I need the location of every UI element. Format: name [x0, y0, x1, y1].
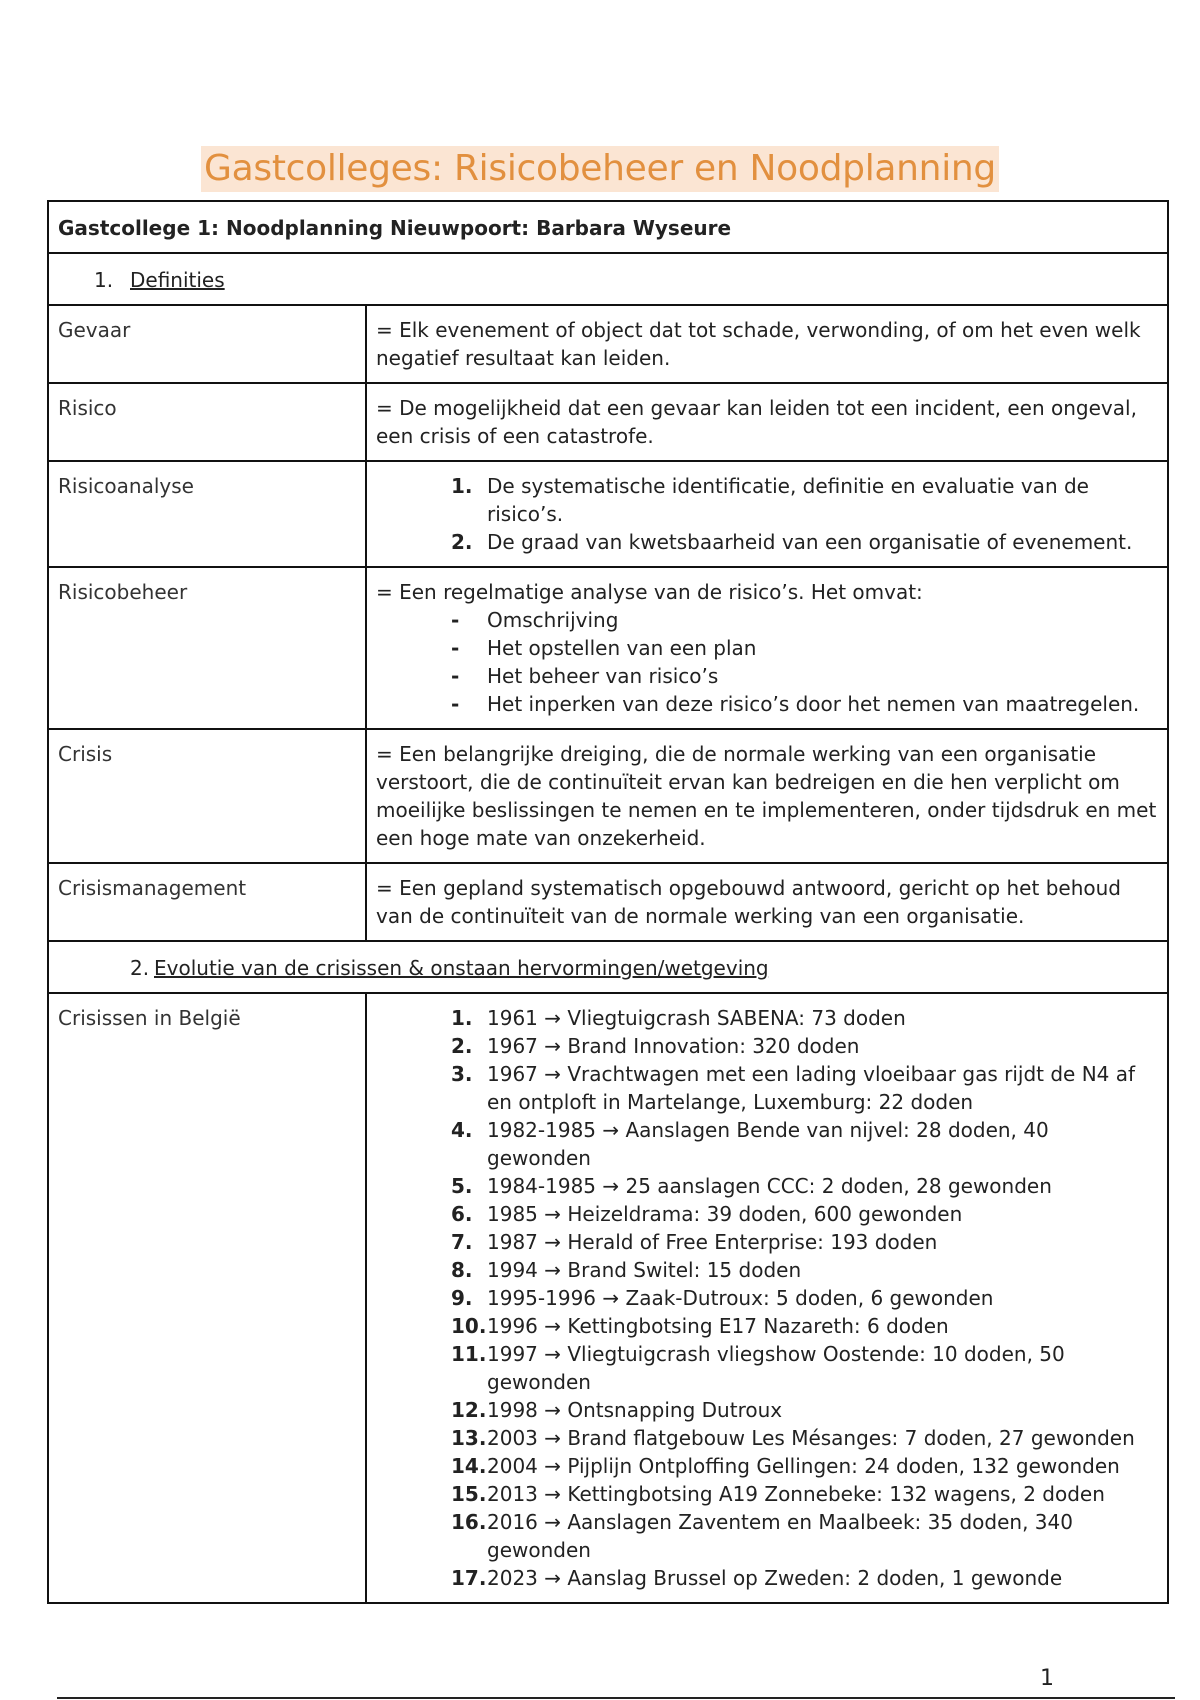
definition-term: Crisis: [48, 729, 366, 863]
list-text: 2004 → Pijplijn Ontploffing Gellingen: 24 doden, 132 gewonden: [487, 1454, 1120, 1478]
list-number: 3.: [451, 1062, 473, 1086]
list-text: 2016 → Aanslagen Zaventem en Maalbeek: 35 doden, 340 gewonden: [487, 1510, 1073, 1562]
list-text: 1967 → Brand Innovation: 320 doden: [487, 1034, 860, 1058]
definition-row: [48, 729, 1168, 863]
list-item: [451, 1228, 1158, 1256]
list-number: 8.: [451, 1258, 473, 1282]
lecture-header: Gastcollege 1: Noodplanning Nieuwpoort: Barbara Wyseure: [48, 201, 1168, 253]
definition-row: [48, 383, 1168, 461]
list-item: [451, 1480, 1158, 1508]
list-number: 11.: [451, 1342, 487, 1366]
header-row: [48, 201, 1168, 253]
list-text: 1985 → Heizeldrama: 39 doden, 600 gewonden: [487, 1202, 963, 1226]
list-text: De graad van kwetsbaarheid van een organisatie of evenement.: [487, 530, 1133, 554]
list-item: [451, 1172, 1158, 1200]
numbered-list: [376, 472, 1158, 556]
list-text: 1967 → Vrachtwagen met een lading vloeibaar gas rijdt de N4 af en ontploft in Martelange, Luxemburg: 22 doden: [487, 1062, 1136, 1114]
list-text: 1995-1996 → Zaak-Dutroux: 5 doden, 6 gewonden: [487, 1286, 994, 1310]
list-number: 2.: [451, 1034, 473, 1058]
title-wrapper: [0, 146, 1200, 192]
definition-list-cell: [366, 567, 1168, 729]
list-number: 7.: [451, 1230, 473, 1254]
list-text: 2003 → Brand flatgebouw Les Mésanges: 7 doden, 27 gewonden: [487, 1426, 1135, 1450]
list-text: 1996 → Kettingbotsing E17 Nazareth: 6 doden: [487, 1314, 949, 1338]
list-text: 1961 → Vliegtuigcrash SABENA: 73 doden: [487, 1006, 906, 1030]
list-item: [451, 662, 1158, 690]
list-item: [451, 528, 1158, 556]
definition-list-cell: [366, 461, 1168, 567]
definition-term: Crisismanagement: [48, 863, 366, 941]
footer-divider: [57, 1697, 1175, 1699]
list-number: 14.: [451, 1454, 487, 1478]
crises-term: Crisissen in België: [48, 993, 366, 1603]
list-text: 1998 → Ontsnapping Dutroux: [487, 1398, 783, 1422]
list-item: [451, 1116, 1158, 1172]
section-number: 1.: [94, 268, 114, 292]
list-item: [451, 1032, 1158, 1060]
list-number: 1.: [451, 1006, 473, 1030]
dash-bullet-icon: -: [451, 608, 460, 632]
list-text: Het opstellen van een plan: [487, 636, 757, 660]
definition-term: Risicoanalyse: [48, 461, 366, 567]
definition-row: [48, 305, 1168, 383]
list-text: Het beheer van risico’s: [487, 664, 719, 688]
definition-text: = Een gepland systematisch opgebouwd antwoord, gericht op het behoud van de continuïteit van de normale werking van een organisatie.: [366, 863, 1168, 941]
definition-term: Risico: [48, 383, 366, 461]
notes-table: [47, 200, 1169, 1604]
list-number: 16.: [451, 1510, 487, 1534]
definition-term: Risicobeheer: [48, 567, 366, 729]
definition-row: [48, 863, 1168, 941]
section-row-definities: [48, 253, 1168, 305]
list-number: 15.: [451, 1482, 487, 1506]
list-number: 17.: [451, 1566, 487, 1590]
section-heading-1: [48, 253, 1168, 305]
list-item: [451, 1256, 1158, 1284]
list-number: 5.: [451, 1174, 473, 1198]
list-item: [451, 1060, 1158, 1116]
list-text: 1997 → Vliegtuigcrash vliegshow Oostende: 10 doden, 50 gewonden: [487, 1342, 1065, 1394]
list-item: [451, 1200, 1158, 1228]
definition-text: = Elk evenement of object dat tot schade, verwonding, of om het even welk negatief resultaat kan leiden.: [366, 305, 1168, 383]
dash-bullet-icon: -: [451, 692, 460, 716]
list-text: 1982-1985 → Aanslagen Bende van nijvel: 28 doden, 40 gewonden: [487, 1118, 1049, 1170]
list-text: 1987 → Herald of Free Enterprise: 193 doden: [487, 1230, 938, 1254]
list-number: 10.: [451, 1314, 487, 1338]
list-item: [451, 472, 1158, 528]
list-number: 9.: [451, 1286, 473, 1310]
list-number: 2.: [451, 530, 473, 554]
list-number: 12.: [451, 1398, 487, 1422]
list-item: [451, 1508, 1158, 1564]
dash-bullet-icon: -: [451, 636, 460, 660]
dash-bullet-icon: -: [451, 664, 460, 688]
definition-term: Gevaar: [48, 305, 366, 383]
list-item: [451, 1340, 1158, 1396]
list-item: [451, 1004, 1158, 1032]
list-item: [451, 1284, 1158, 1312]
list-number: 1.: [451, 474, 473, 498]
list-text: 2023 → Aanslag Brussel op Zweden: 2 doden, 1 gewonde: [487, 1566, 1063, 1590]
list-number: 4.: [451, 1118, 473, 1142]
list-text: Het inperken van deze risico’s door het nemen van maatregelen.: [487, 692, 1140, 716]
list-item: [451, 1396, 1158, 1424]
definition-text: = Een belangrijke dreiging, die de normale werking van een organisatie verstoort, die de continuïteit ervan kan bedreigen en die hen verplicht om moeilijke beslissingen te nemen en te implementeren, onder tijdsdruk en met een hoge mate van onzekerheid.: [366, 729, 1168, 863]
list-item: [451, 606, 1158, 634]
definition-text: = De mogelijkheid dat een gevaar kan leiden tot een incident, een ongeval, een crisis of een catastrofe.: [366, 383, 1168, 461]
list-item: [451, 634, 1158, 662]
section-title: Definities: [130, 268, 225, 292]
crises-row: [48, 993, 1168, 1603]
definition-intro: = Een regelmatige analyse van de risico’s. Het omvat:: [376, 580, 923, 604]
crises-list: [376, 1004, 1158, 1592]
definition-row: [48, 461, 1168, 567]
list-text: Omschrijving: [487, 608, 619, 632]
list-item: [451, 1452, 1158, 1480]
list-text: 1994 → Brand Switel: 15 doden: [487, 1258, 802, 1282]
list-item: [451, 690, 1158, 718]
section-number: 2.: [130, 956, 150, 980]
list-item: [451, 1424, 1158, 1452]
page-number: 1: [1040, 1666, 1054, 1691]
list-text: 2013 → Kettingbotsing A19 Zonnebeke: 132 wagens, 2 doden: [487, 1482, 1105, 1506]
section-row-evolutie: [48, 941, 1168, 993]
bullet-list: [376, 606, 1158, 718]
page-title: Gastcolleges: Risicobeheer en Noodplanning: [201, 146, 999, 192]
list-item: [451, 1312, 1158, 1340]
section-heading-2: [48, 941, 1168, 993]
list-text: 1984-1985 → 25 aanslagen CCC: 2 doden, 28 gewonden: [487, 1174, 1052, 1198]
list-item: [451, 1564, 1158, 1592]
definition-row: [48, 567, 1168, 729]
list-text: De systematische identificatie, definitie en evaluatie van de risico’s.: [487, 474, 1089, 526]
section-title: Evolutie van de crisissen & onstaan hervormingen/wetgeving: [154, 956, 769, 980]
crises-list-cell: [366, 993, 1168, 1603]
list-number: 6.: [451, 1202, 473, 1226]
list-number: 13.: [451, 1426, 487, 1450]
